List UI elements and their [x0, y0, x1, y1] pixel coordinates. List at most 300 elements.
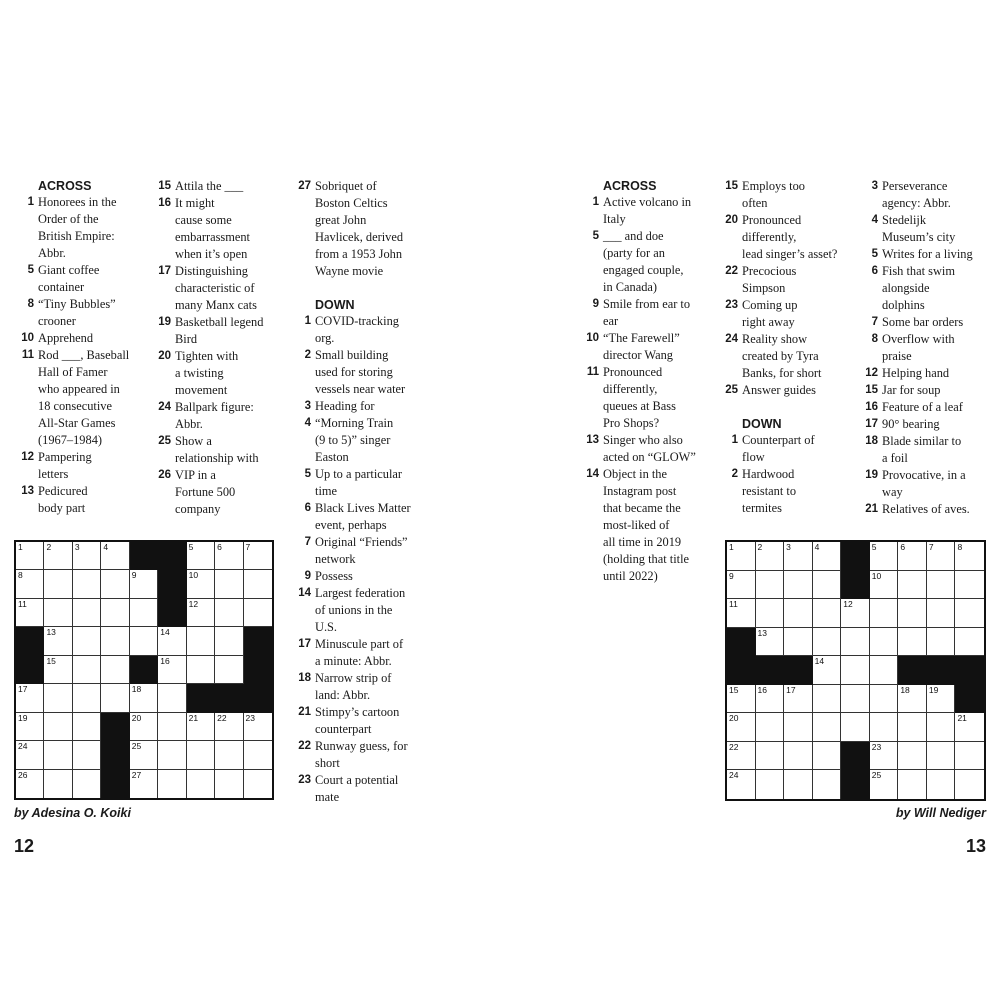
grid-cell[interactable]: [158, 770, 186, 798]
grid-cell[interactable]: [870, 685, 899, 714]
cell-number: 16: [160, 655, 170, 666]
grid-cell[interactable]: [44, 656, 72, 684]
grid-cell[interactable]: [187, 570, 215, 598]
grid-cell[interactable]: [130, 713, 158, 741]
grid-cell[interactable]: [898, 599, 927, 628]
grid-cell[interactable]: [813, 713, 842, 742]
grid-cell[interactable]: [927, 599, 956, 628]
black-square: [158, 542, 186, 570]
grid-cell[interactable]: [784, 770, 813, 799]
clue-text-line: vessels near water: [315, 382, 406, 396]
clue-text-line: lead singer’s asset?: [742, 247, 838, 261]
grid-cell[interactable]: [73, 770, 101, 798]
grid-cell[interactable]: [870, 599, 899, 628]
grid-cell[interactable]: [813, 599, 842, 628]
clue-text-line: letters: [38, 467, 69, 481]
clue-19: [155, 314, 295, 348]
cell-number: 19: [928, 684, 939, 695]
clue-8: [18, 296, 158, 330]
grid-cell[interactable]: [898, 571, 927, 600]
clue-text-line: Pedicured: [38, 484, 88, 498]
clue-text-line: termites: [742, 501, 782, 515]
clue-text-line: who appeared in: [38, 382, 120, 396]
cell-number: 14: [160, 627, 170, 638]
cell-number: 11: [18, 598, 27, 609]
cell-number: 9: [131, 570, 137, 581]
grid-cell[interactable]: [813, 542, 842, 571]
grid-cell[interactable]: [158, 741, 186, 769]
clue-text-line: relationship with: [175, 451, 259, 465]
grid-cell[interactable]: [841, 628, 870, 657]
clue-text-line: a foil: [882, 451, 908, 465]
grid-cell[interactable]: [784, 542, 813, 571]
clue-text-line: praise: [882, 349, 912, 363]
clue-text-line: U.S.: [315, 620, 338, 634]
clue-number: 14: [586, 468, 599, 480]
clue-number: 25: [158, 435, 171, 447]
grid-cell[interactable]: [898, 542, 927, 571]
clue-13: [18, 483, 158, 517]
cell-number: 6: [900, 542, 906, 552]
clue-number: 25: [725, 384, 738, 396]
grid-cell[interactable]: [927, 770, 956, 799]
black-square: [16, 627, 44, 655]
grid-cell[interactable]: [756, 628, 785, 657]
grid-cell[interactable]: [73, 599, 101, 627]
grid-cell[interactable]: [870, 571, 899, 600]
grid-cell[interactable]: [727, 770, 756, 799]
clue-text-line: Abbr.: [175, 417, 203, 431]
grid-cell[interactable]: [158, 627, 186, 655]
grid-cell[interactable]: [101, 684, 129, 712]
clue-1: [722, 432, 867, 466]
grid-cell[interactable]: [16, 542, 44, 570]
clue-text-line: ___ and doe: [603, 229, 664, 243]
clue-text-line: Helping hand: [882, 366, 950, 380]
cell-number: 22: [729, 741, 739, 752]
grid-cell[interactable]: [44, 599, 72, 627]
clue-number: 4: [304, 417, 311, 429]
clue-6: [862, 263, 997, 314]
grid-cell[interactable]: [898, 770, 927, 799]
black-square: [727, 628, 756, 657]
clue-5: [862, 246, 997, 263]
clue-text-line: Order of the: [38, 212, 99, 226]
cell-number: 27: [131, 769, 142, 780]
grid-cell[interactable]: [16, 684, 44, 712]
clue-text-line: Havlicek, derived: [315, 230, 404, 244]
black-square: [898, 656, 927, 685]
grid-cell[interactable]: [187, 656, 215, 684]
clue-text-line: Coming up: [742, 298, 798, 312]
grid-cell[interactable]: [756, 713, 785, 742]
grid-cell[interactable]: [813, 770, 842, 799]
grid-cell[interactable]: [101, 627, 129, 655]
grid-cell[interactable]: [841, 656, 870, 685]
grid-cell[interactable]: [870, 770, 899, 799]
clue-text-line: Simpson: [742, 281, 786, 295]
grid-cell[interactable]: [130, 599, 158, 627]
grid-cell[interactable]: [16, 599, 44, 627]
grid-cell[interactable]: [16, 770, 44, 798]
grid-cell[interactable]: [813, 571, 842, 600]
across-column-1: [18, 178, 158, 517]
clue-text-line: agency: Abbr.: [882, 196, 951, 210]
clue-number: 21: [865, 503, 878, 515]
grid-cell[interactable]: [784, 571, 813, 600]
grid-cell[interactable]: [244, 542, 272, 570]
clue-text-line: short: [315, 756, 340, 770]
grid-cell[interactable]: [813, 656, 842, 685]
grid-cell[interactable]: [784, 628, 813, 657]
grid-cell[interactable]: [130, 770, 158, 798]
clue-text-line: Writes for a living: [882, 247, 973, 261]
grid-cell[interactable]: [756, 571, 785, 600]
grid-cell[interactable]: [215, 627, 243, 655]
grid-cell[interactable]: [130, 684, 158, 712]
grid-cell[interactable]: [955, 770, 984, 799]
clue-number: 16: [158, 197, 171, 209]
cell-number: 21: [957, 713, 967, 724]
clue-6: [295, 500, 440, 534]
clue-8: [862, 331, 997, 365]
grid-cell[interactable]: [101, 570, 129, 598]
clue-25: [155, 433, 295, 467]
clue-text-line: Pronounced: [742, 213, 802, 227]
clue-number: 3: [304, 400, 311, 412]
grid-cell[interactable]: [784, 742, 813, 771]
black-square: [727, 656, 756, 685]
grid-cell[interactable]: [784, 713, 813, 742]
grid-cell[interactable]: [187, 713, 215, 741]
grid-cell[interactable]: [101, 599, 129, 627]
clue-13: [583, 432, 723, 466]
grid-cell[interactable]: [727, 542, 756, 571]
clue-text-line: Abbr.: [38, 246, 66, 260]
grid-cell[interactable]: [73, 656, 101, 684]
clue-number: 8: [871, 333, 878, 345]
clue-text-line: Relatives of aves.: [882, 502, 970, 516]
clue-text-line: Counterpart of: [742, 433, 815, 447]
clue-number: 12: [21, 451, 34, 463]
clue-text-line: director Wang: [603, 348, 673, 362]
black-square: [927, 656, 956, 685]
grid-cell[interactable]: [215, 741, 243, 769]
clue-number: 23: [725, 299, 738, 311]
clue-text-line: Stimpy’s cartoon: [315, 705, 400, 719]
grid-cell[interactable]: [244, 570, 272, 598]
black-square: [16, 656, 44, 684]
clue-number: 17: [158, 265, 171, 277]
clue-15: [155, 178, 295, 195]
clue-text-line: Boston Celtics: [315, 196, 388, 210]
grid-cell[interactable]: [927, 742, 956, 771]
grid-cell[interactable]: [898, 742, 927, 771]
clue-text-line: Giant coffee: [38, 263, 100, 277]
clue-text-line: created by Tyra: [742, 349, 819, 363]
black-square: [101, 770, 129, 798]
grid-cell[interactable]: [955, 542, 984, 571]
clue-20: [155, 348, 295, 399]
grid-cell[interactable]: [244, 713, 272, 741]
grid-cell[interactable]: [16, 741, 44, 769]
clue-20: [722, 212, 867, 263]
grid-cell[interactable]: [756, 599, 785, 628]
across-heading: ACROSS: [603, 179, 657, 193]
clue-text-line: Heading for: [315, 399, 375, 413]
black-square: [955, 685, 984, 714]
crossword-grid[interactable]: [725, 540, 986, 801]
grid-cell[interactable]: [870, 713, 899, 742]
clue-text-line: Perseverance: [882, 179, 948, 193]
grid-cell[interactable]: [813, 628, 842, 657]
clue-text-line: way: [882, 485, 903, 499]
clue-text-line: Reality show: [742, 332, 808, 346]
grid-cell[interactable]: [158, 713, 186, 741]
clue-24: [722, 331, 867, 382]
grid-cell[interactable]: [727, 713, 756, 742]
clue-15: [862, 382, 997, 399]
grid-cell[interactable]: [244, 599, 272, 627]
black-square: [841, 542, 870, 571]
clue-text-line: characteristic of: [175, 281, 255, 295]
grid-cell[interactable]: [898, 713, 927, 742]
clue-number: 11: [586, 366, 599, 378]
clue-number: 13: [586, 434, 599, 446]
clue-number: 22: [725, 265, 738, 277]
black-square: [130, 656, 158, 684]
grid-cell[interactable]: [870, 742, 899, 771]
cell-number: 5: [188, 542, 194, 552]
cell-number: 13: [757, 627, 768, 638]
grid-cell[interactable]: [215, 542, 243, 570]
cell-number: 4: [103, 542, 109, 552]
clue-text-line: “Tiny Bubbles”: [38, 297, 116, 311]
grid-cell[interactable]: [187, 741, 215, 769]
grid-cell[interactable]: [44, 770, 72, 798]
grid-cell[interactable]: [187, 770, 215, 798]
grid-cell[interactable]: [784, 599, 813, 628]
clue-text-line: most-liked of: [603, 518, 670, 532]
grid-cell[interactable]: [244, 770, 272, 798]
clue-text-line: a twisting: [175, 366, 224, 380]
cell-number: 24: [18, 741, 28, 752]
clue-text-line: All-Star Games: [38, 416, 116, 430]
grid-cell[interactable]: [73, 684, 101, 712]
clue-text-line: great John: [315, 213, 367, 227]
grid-cell[interactable]: [841, 713, 870, 742]
clue-text-line: (9 to 5)” singer: [315, 433, 391, 447]
clue-text-line: It might: [175, 196, 215, 210]
crossword-grid[interactable]: [14, 540, 274, 800]
clue-text-line: network: [315, 552, 356, 566]
black-square: [187, 684, 215, 712]
clue-text-line: time: [315, 484, 338, 498]
clue-text-line: VIP in a: [175, 468, 216, 482]
grid-cell[interactable]: [727, 742, 756, 771]
grid-cell[interactable]: [756, 685, 785, 714]
grid-cell[interactable]: [955, 713, 984, 742]
clue-text-line: Attila the ___: [175, 179, 244, 193]
grid-cell[interactable]: [101, 542, 129, 570]
grid-cell[interactable]: [158, 684, 186, 712]
grid-cell[interactable]: [16, 713, 44, 741]
grid-cell[interactable]: [244, 741, 272, 769]
grid-cell[interactable]: [927, 571, 956, 600]
clue-number: 6: [871, 265, 878, 277]
clue-number: 20: [158, 350, 171, 362]
grid-cell[interactable]: [16, 570, 44, 598]
clue-number: 24: [725, 333, 738, 345]
grid-cell[interactable]: [955, 628, 984, 657]
across-heading: ACROSS: [38, 179, 92, 193]
clue-text-line: event, perhaps: [315, 518, 387, 532]
grid-cell[interactable]: [756, 770, 785, 799]
clue-text-line: Pro Shops?: [603, 416, 660, 430]
grid-cell[interactable]: [73, 570, 101, 598]
grid-cell[interactable]: [841, 685, 870, 714]
clue-number: 5: [871, 248, 878, 260]
grid-cell[interactable]: [898, 685, 927, 714]
grid-cell[interactable]: [813, 685, 842, 714]
clue-2: [295, 347, 440, 398]
grid-cell[interactable]: [727, 571, 756, 600]
grid-cell[interactable]: [870, 542, 899, 571]
cell-number: 20: [729, 713, 739, 724]
clue-number: 1: [27, 196, 34, 208]
grid-cell[interactable]: [187, 599, 215, 627]
grid-cell[interactable]: [955, 742, 984, 771]
cell-number: 20: [131, 712, 142, 723]
black-square: [130, 542, 158, 570]
grid-cell[interactable]: [215, 713, 243, 741]
grid-cell[interactable]: [841, 599, 870, 628]
clue-11: [18, 347, 158, 449]
grid-cell[interactable]: [870, 656, 899, 685]
cell-number: 4: [814, 542, 820, 552]
clue-number: 11: [21, 349, 34, 361]
grid-cell[interactable]: [215, 570, 243, 598]
clue-number: 18: [865, 435, 878, 447]
clue-number: 9: [592, 298, 599, 310]
clue-11: [583, 364, 723, 432]
grid-cell[interactable]: [130, 627, 158, 655]
clue-5: [583, 228, 723, 296]
grid-cell[interactable]: [927, 685, 956, 714]
grid-cell[interactable]: [73, 542, 101, 570]
clue-text-line: counterpart: [315, 722, 372, 736]
grid-cell[interactable]: [215, 770, 243, 798]
clue-25: [722, 382, 867, 399]
clue-5: [295, 466, 440, 500]
grid-cell[interactable]: [44, 627, 72, 655]
grid-cell[interactable]: [73, 713, 101, 741]
clue-text-line: that became the: [603, 501, 681, 515]
cell-number: 19: [18, 712, 28, 723]
grid-cell[interactable]: [870, 628, 899, 657]
clue-text-line: Honorees in the: [38, 195, 117, 209]
clue-text-line: Blade similar to: [882, 434, 962, 448]
grid-cell[interactable]: [44, 684, 72, 712]
grid-cell[interactable]: [44, 570, 72, 598]
clue-number: 1: [731, 434, 738, 446]
cell-number: 23: [245, 712, 256, 723]
grid-cell[interactable]: [727, 685, 756, 714]
clue-text-line: British Empire:: [38, 229, 115, 243]
grid-cell[interactable]: [927, 628, 956, 657]
clue-text-line: Italy: [603, 212, 626, 226]
clue-text-line: Show a: [175, 434, 212, 448]
cell-number: 18: [900, 684, 910, 695]
grid-cell[interactable]: [215, 656, 243, 684]
grid-cell[interactable]: [215, 599, 243, 627]
across-column-1: [583, 178, 723, 585]
grid-cell[interactable]: [955, 571, 984, 600]
grid-cell[interactable]: [130, 570, 158, 598]
grid-cell[interactable]: [187, 627, 215, 655]
cell-number: 13: [46, 627, 56, 638]
black-square: [215, 684, 243, 712]
clue-number: 16: [865, 401, 878, 413]
clue-number: 20: [725, 214, 738, 226]
grid-cell[interactable]: [898, 628, 927, 657]
black-square: [841, 571, 870, 600]
black-square: [244, 627, 272, 655]
grid-cell[interactable]: [813, 742, 842, 771]
clue-text-line: Feature of a leaf: [882, 400, 963, 414]
clue-text-line: Overflow with: [882, 332, 955, 346]
clue-24: [155, 399, 295, 433]
clue-10: [583, 330, 723, 364]
grid-cell[interactable]: [927, 713, 956, 742]
grid-cell[interactable]: [727, 599, 756, 628]
cell-number: 12: [188, 598, 199, 609]
grid-cell[interactable]: [101, 656, 129, 684]
clue-text-line: alongside: [882, 281, 930, 295]
grid-cell[interactable]: [130, 741, 158, 769]
cell-number: 17: [786, 684, 796, 695]
clue-number: 5: [592, 230, 599, 242]
grid-cell[interactable]: [158, 656, 186, 684]
grid-cell[interactable]: [44, 542, 72, 570]
clue-number: 17: [865, 418, 878, 430]
clue-27: [295, 178, 440, 280]
grid-cell[interactable]: [756, 742, 785, 771]
page-number: 13: [965, 836, 986, 856]
clue-text-line: Object in the: [603, 467, 667, 481]
grid-cell[interactable]: [44, 741, 72, 769]
clue-text-line: a minute: Abbr.: [315, 654, 392, 668]
across-column-2: [155, 178, 295, 518]
clue-text-line: differently,: [603, 382, 658, 396]
clue-17: [862, 416, 997, 433]
grid-cell[interactable]: [756, 542, 785, 571]
grid-cell[interactable]: [784, 685, 813, 714]
clue-text-line: body part: [38, 501, 86, 515]
clue-text-line: all time in 2019: [603, 535, 682, 549]
grid-cell[interactable]: [187, 542, 215, 570]
cell-number: 18: [131, 684, 142, 695]
grid-cell[interactable]: [73, 627, 101, 655]
grid-cell[interactable]: [73, 741, 101, 769]
grid-cell[interactable]: [44, 713, 72, 741]
cell-number: 8: [18, 570, 23, 581]
grid-cell[interactable]: [955, 599, 984, 628]
cell-number: 11: [729, 599, 738, 610]
clue-number: 6: [304, 502, 311, 514]
clue-7: [862, 314, 997, 331]
grid-cell[interactable]: [927, 542, 956, 571]
